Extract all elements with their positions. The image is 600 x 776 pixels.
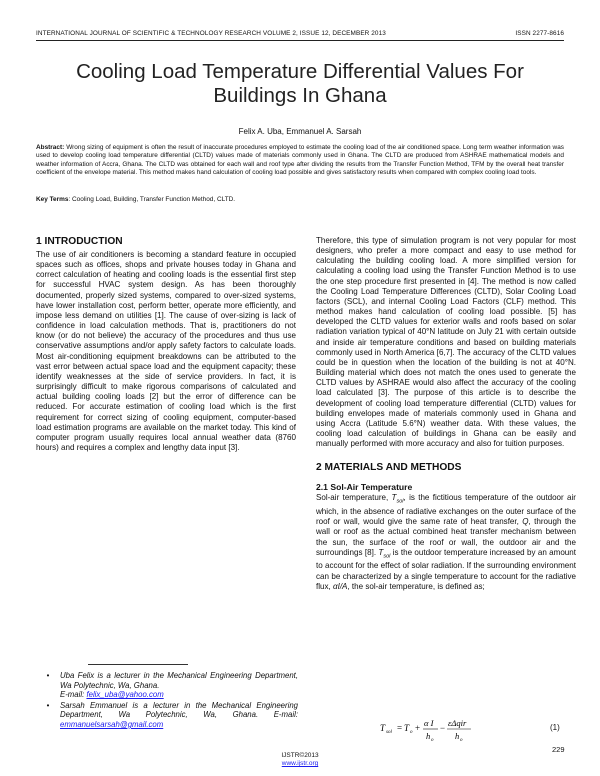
email-link[interactable]: felix_uba@yahoo.com (86, 690, 164, 700)
keywords-text: : Cooling Load, Building, Transfer Function Method, CLTD. (68, 196, 236, 203)
issn: ISSN 2277-8616 (515, 30, 564, 37)
eq-minus: − (440, 723, 446, 733)
journal-header (36, 30, 564, 37)
right-column (316, 236, 576, 592)
eq-lhs-sub: sol (386, 730, 392, 735)
footnote-rule (88, 664, 188, 665)
page-number: 229 (552, 745, 565, 754)
abstract-label: Abstract: (36, 144, 65, 151)
paper-authors: Felix A. Uba, Emmanuel A. Sarsah (238, 127, 362, 136)
journal-name: INTERNATIONAL JOURNAL OF SCIENTIFIC & TECHNOLOGY RESEARCH VOLUME 2, ISSUE 12, DECEMBER 2013 (36, 30, 386, 37)
solair-paragraph: Sol-air temperature, $T_{sol}$, is the fictitious temperature of the outdoor air which, in the absence of radiative exchanges on the outer surface of the roof or wall, would give the same rate of heat transfer, Q, through the wall or roof as the actual combined heat transfer mechanism between the sun, the surface of the roof or wall, the outdoor air and the surroundings [8]. $T_{sol}$ is the outdoor temperature increased by an amount to account for the effect of solar radiation. If the surrounding environment can be characterized by a single temperature to account for the radiative flux, αI/A, the sol-air temperature, is defined as; (316, 493, 577, 591)
footer-site-link[interactable]: www.ijstr.org (281, 760, 319, 767)
intro-paragraph-1: The use of air conditioners is becoming a standard feature in occupied spaces such as offices, shops and private houses today in Ghana and correct calculation of heating and cooling loads is the essential first step for successful HVAC system design. As has been thoroughly documented, properly sized systems, compared to over-sized systems, have lower installation cost, perform better, operate more efficiently, and impose less demand on utilities [1]. The cause of over-sizing is lack of confidence in load calculation methods. That is, practitioners do not know (or do not believe) the accuracy of the procedures and thus use conservative assumptions and/or apply safety factors to calculate loads. Most air-conditioning equipment breakdowns can be attributed to the vast error between actual space load and the equipment capacity; these identify weaknesses at the side of service providers. In fact, it is surprisingly difficult to make rigorous comparisons of calculated and actual building cooling loads [2] but the error of difference can be reduced. For accurate estimation of cooling load which is the first requirement for correct sizing of cooling equipment, computer-based load estimation programs are available on the market today. This kind of computer program usually requires local annual weather data (8760 hours) and requires a complex and lengthy data input [3]. (36, 250, 296, 452)
bullet-icon: • (46, 671, 50, 680)
page-footer (0, 752, 600, 768)
keywords-label: Key Terms (36, 196, 69, 203)
eq-num2: εΔqir (448, 718, 467, 728)
eq-den2-sub: o (460, 738, 463, 743)
header-rule (36, 40, 564, 41)
eq-den2: h (455, 731, 460, 741)
left-column (36, 236, 296, 453)
footnote-item: • Uba Felix is a lecturer in the Mechanical Engineering Department, Wa Polytechnic, Wa, Ghana. E-mail: felix_uba@yahoo.com (36, 671, 298, 700)
bullet-icon: • (46, 700, 50, 710)
eq-plus: + (415, 723, 421, 733)
section-heading-methods: 2 MATERIALS AND METHODS (316, 462, 462, 474)
footnote-item: • Sarsah Emmanuel is a lecturer in the Mechanical Engineering Department, Wa Polytechnic, Wa, Ghana. E-mail: emmanuelsarsah@gmail.com (36, 701, 298, 730)
eq-t-sub: o (410, 730, 413, 735)
eq-equals: = (397, 723, 403, 733)
eq-num1: α I (424, 718, 434, 728)
eq-den1-sub: o (431, 738, 434, 743)
equation-number: (1) (550, 723, 560, 732)
email-link[interactable]: emmanuelsarsah@gmail.com (60, 719, 164, 729)
abstract (36, 144, 564, 177)
paper-title: Cooling Load Temperature Differential Values For Buildings In Ghana (76, 60, 524, 107)
eq-den1: h (426, 731, 431, 741)
subsection-heading-solair: 2.1 Sol-Air Temperature (316, 482, 413, 493)
footer-code: IJSTR©2013 (281, 752, 319, 759)
author-footnotes (36, 671, 298, 731)
abstract-text: Wrong sizing of equipment is often the result of inaccurate procedures employed to estimate the cooling load of the air conditioned space. Long term weather information was used to develop cooling load temperature differential (CLTD) values made of materials commonly used in Ghana. The CLTD are produced from ASHRAE mathematical models and weather information of Accra, Ghana. The CLTD was obtained for each wall and roof type after dividing the results from the Transfer Function Method, TFM by the overall heat transfer coefficient of the envelope material. This method makes hand calculation of cooling load possible and gives satisfactory results when compared with complex cooling load tools. (36, 144, 564, 176)
eq-lhs: T (380, 723, 386, 733)
section-heading-introduction: 1 INTRODUCTION (36, 236, 123, 247)
eq-t: T (404, 723, 410, 733)
intro-paragraph-2: Therefore, this type of simulation program is not very popular for most designers, who prefer a more compact and easy to use method for calculating the building cooling load. A more simplified version for calculating a cooling load using the Transfer Function Method is to use the one step procedure first presented in [4]. The method is now called the Cooling Load Temperature Differences (CLTD), Solar Cooling Load factors (SCL), and internal Cooling Load Factors (CLF) method. This method makes hand calculation of cooling load possible. [5] has developed the CLTD values for exterior walls and roofs based on solar radiation variation typical of 40°N latitude on July 21 with certain outside and inside air temperature conditions and based on building materials commonly used in North America [6,7]. The accuracy of the CLTD values could be in question when the location of the building is not at 40°N. Building material which does not match the ones used to generate the CLTD values by ASHRAE would also affect the accuracy of the cooling load calculated [3]. The purpose of this article is to describe the development of cooling load temperature differential (CLTD) values for building envelopes made of materials commonly used in Ghana and using Accra (Latitude 5.6°N) weather data. With these values, the cooling load calculation of buildings in Ghana can be easily and manually performed with more accuracy and also for tuition purposes. (316, 236, 576, 449)
keywords (36, 196, 564, 204)
equation-1 (378, 716, 568, 746)
